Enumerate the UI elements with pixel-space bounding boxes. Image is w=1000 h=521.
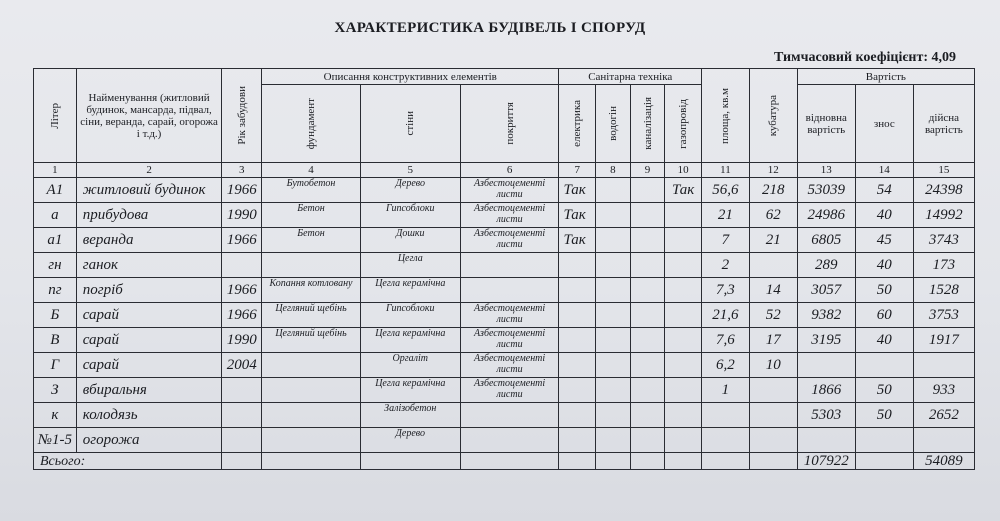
row-restore-cost: 5303 xyxy=(797,403,855,428)
row-year: 1990 xyxy=(222,328,262,353)
row-water xyxy=(596,378,631,403)
row-electric: Так xyxy=(559,178,596,203)
row-name: сарай xyxy=(76,328,222,353)
row-restore-cost xyxy=(797,428,855,453)
table-row xyxy=(34,303,975,328)
row-walls: Цегла керамічна xyxy=(360,328,460,353)
row-roof: Азбестоцементі листи xyxy=(460,353,559,378)
header-name: Найменування (житловий будинок, мансарда, підвал, сіни, веранда, сарай, огорожа і т.д.) xyxy=(76,69,222,163)
row-gas xyxy=(665,403,702,428)
row-gas xyxy=(665,203,702,228)
row-sewer xyxy=(630,353,665,378)
row-roof xyxy=(460,278,559,303)
header-constructive-elements: Описання конструктивних елементів xyxy=(262,69,559,85)
row-liter: пг xyxy=(34,278,77,303)
row-electric xyxy=(559,403,596,428)
row-actual-cost xyxy=(913,428,974,453)
row-year xyxy=(222,403,262,428)
row-electric xyxy=(559,278,596,303)
col-number: 13 xyxy=(797,163,855,178)
row-actual-cost: 1528 xyxy=(913,278,974,303)
row-restore-cost: 3195 xyxy=(797,328,855,353)
row-water xyxy=(596,353,631,378)
col-number: 8 xyxy=(596,163,631,178)
row-electric xyxy=(559,353,596,378)
row-walls: Цегла керамічна xyxy=(360,278,460,303)
row-name: ганок xyxy=(76,253,222,278)
row-actual-cost xyxy=(913,353,974,378)
row-restore-cost: 53039 xyxy=(797,178,855,203)
row-roof xyxy=(460,428,559,453)
row-roof: Азбестоцементі листи xyxy=(460,303,559,328)
row-actual-cost: 173 xyxy=(913,253,974,278)
col-number: 6 xyxy=(460,163,559,178)
row-liter: В xyxy=(34,328,77,353)
total-actual-cost: 54089 xyxy=(913,453,974,470)
row-wear: 40 xyxy=(855,328,913,353)
row-liter: к xyxy=(34,403,77,428)
col-number: 4 xyxy=(262,163,361,178)
row-volume: 218 xyxy=(749,178,797,203)
col-number: 7 xyxy=(559,163,596,178)
row-wear xyxy=(855,428,913,453)
row-liter: Г xyxy=(34,353,77,378)
header-walls: стіни xyxy=(360,85,460,163)
row-roof xyxy=(460,403,559,428)
row-sewer xyxy=(630,228,665,253)
col-number: 10 xyxy=(665,163,702,178)
row-foundation: Копання котловану xyxy=(262,278,361,303)
row-area: 21,6 xyxy=(702,303,750,328)
col-number: 11 xyxy=(702,163,750,178)
row-year: 2004 xyxy=(222,353,262,378)
row-liter: а xyxy=(34,203,77,228)
row-restore-cost: 9382 xyxy=(797,303,855,328)
header-restore-cost: відновна вартість xyxy=(797,85,855,163)
row-electric xyxy=(559,328,596,353)
header-electric: електрика xyxy=(559,85,596,163)
row-area xyxy=(702,428,750,453)
row-area: 6,2 xyxy=(702,353,750,378)
row-volume: 10 xyxy=(749,353,797,378)
header-gas: газопровід xyxy=(665,85,702,163)
header-wear: знос xyxy=(855,85,913,163)
row-restore-cost: 3057 xyxy=(797,278,855,303)
row-water xyxy=(596,403,631,428)
row-year: 1966 xyxy=(222,228,262,253)
row-electric: Так xyxy=(559,203,596,228)
row-year: 1966 xyxy=(222,178,262,203)
header-liter: Літер xyxy=(34,69,77,163)
row-restore-cost: 6805 xyxy=(797,228,855,253)
header-actual-cost: дійсна вартість xyxy=(913,85,974,163)
row-water xyxy=(596,228,631,253)
row-foundation: Бетон xyxy=(262,228,361,253)
header-year: Рік забудови xyxy=(222,69,262,163)
row-walls: Цегла керамічна xyxy=(360,378,460,403)
row-gas xyxy=(665,328,702,353)
row-actual-cost: 3753 xyxy=(913,303,974,328)
col-number: 1 xyxy=(34,163,77,178)
row-actual-cost: 1917 xyxy=(913,328,974,353)
col-number: 5 xyxy=(360,163,460,178)
row-water xyxy=(596,253,631,278)
row-sewer xyxy=(630,203,665,228)
row-area: 21 xyxy=(702,203,750,228)
row-gas xyxy=(665,228,702,253)
row-year: 1966 xyxy=(222,303,262,328)
row-year: 1966 xyxy=(222,278,262,303)
row-electric xyxy=(559,428,596,453)
row-liter: Б xyxy=(34,303,77,328)
buildings-table xyxy=(33,68,975,470)
row-foundation: Бетон xyxy=(262,203,361,228)
column-numbers-row xyxy=(34,163,975,178)
header-sanitary: Санітарна техніка xyxy=(559,69,702,85)
temporary-coefficient: Тимчасовий коефіцієнт: 4,09 xyxy=(774,50,956,65)
row-area xyxy=(702,403,750,428)
row-roof: Азбестоцементі листи xyxy=(460,328,559,353)
row-volume: 62 xyxy=(749,203,797,228)
table-row xyxy=(34,278,975,303)
row-electric xyxy=(559,378,596,403)
row-walls: Дерево xyxy=(360,428,460,453)
row-actual-cost: 2652 xyxy=(913,403,974,428)
row-gas: Так xyxy=(665,178,702,203)
row-gas xyxy=(665,378,702,403)
row-year xyxy=(222,428,262,453)
row-roof: Азбестоцементі листи xyxy=(460,228,559,253)
row-area: 56,6 xyxy=(702,178,750,203)
row-wear: 54 xyxy=(855,178,913,203)
row-foundation: Бутобетон xyxy=(262,178,361,203)
row-actual-cost: 14992 xyxy=(913,203,974,228)
row-gas xyxy=(665,428,702,453)
row-liter: А1 xyxy=(34,178,77,203)
table-row xyxy=(34,428,975,453)
row-volume xyxy=(749,403,797,428)
header-area: площа, кв.м xyxy=(702,69,750,163)
row-sewer xyxy=(630,403,665,428)
row-roof: Азбестоцементі листи xyxy=(460,203,559,228)
header-foundation: фундамент xyxy=(262,85,361,163)
row-sewer xyxy=(630,178,665,203)
row-year xyxy=(222,253,262,278)
header-sewer: каналізація xyxy=(630,85,665,163)
row-area: 1 xyxy=(702,378,750,403)
row-year: 1990 xyxy=(222,203,262,228)
row-actual-cost: 3743 xyxy=(913,228,974,253)
row-area: 2 xyxy=(702,253,750,278)
row-wear: 40 xyxy=(855,253,913,278)
header-volume: кубатура xyxy=(749,69,797,163)
row-electric xyxy=(559,303,596,328)
row-name: житловий будинок xyxy=(76,178,222,203)
row-sewer xyxy=(630,378,665,403)
row-walls: Цегла xyxy=(360,253,460,278)
total-restore-cost: 107922 xyxy=(797,453,855,470)
row-wear xyxy=(855,353,913,378)
row-walls: Гипсоблоки xyxy=(360,303,460,328)
page-title: ХАРАКТЕРИСТИКА БУДІВЕЛЬ І СПОРУД xyxy=(334,20,646,36)
row-walls: Гипсоблоки xyxy=(360,203,460,228)
row-walls: Оргаліт xyxy=(360,353,460,378)
row-sewer xyxy=(630,428,665,453)
row-name: прибудова xyxy=(76,203,222,228)
row-foundation: Цегляний щебінь xyxy=(262,303,361,328)
row-water xyxy=(596,328,631,353)
row-volume xyxy=(749,253,797,278)
row-volume xyxy=(749,428,797,453)
row-foundation: Цегляний щебінь xyxy=(262,328,361,353)
row-sewer xyxy=(630,303,665,328)
row-roof: Азбестоцементі листи xyxy=(460,178,559,203)
row-restore-cost: 1866 xyxy=(797,378,855,403)
row-actual-cost: 24398 xyxy=(913,178,974,203)
col-number: 14 xyxy=(855,163,913,178)
row-roof xyxy=(460,253,559,278)
row-restore-cost: 289 xyxy=(797,253,855,278)
header-water: водогін xyxy=(596,85,631,163)
row-sewer xyxy=(630,278,665,303)
col-number: 12 xyxy=(749,163,797,178)
row-foundation xyxy=(262,428,361,453)
table-row xyxy=(34,353,975,378)
col-number: 2 xyxy=(76,163,222,178)
row-volume: 52 xyxy=(749,303,797,328)
row-water xyxy=(596,303,631,328)
row-foundation xyxy=(262,353,361,378)
row-area: 7 xyxy=(702,228,750,253)
row-gas xyxy=(665,278,702,303)
total-row xyxy=(34,453,975,470)
row-roof: Азбестоцементі листи xyxy=(460,378,559,403)
row-restore-cost xyxy=(797,353,855,378)
row-foundation xyxy=(262,378,361,403)
row-year xyxy=(222,378,262,403)
row-sewer xyxy=(630,253,665,278)
row-name: колодязь xyxy=(76,403,222,428)
row-name: сарай xyxy=(76,303,222,328)
row-name: огорожа xyxy=(76,428,222,453)
table-row xyxy=(34,403,975,428)
row-liter: гн xyxy=(34,253,77,278)
row-electric: Так xyxy=(559,228,596,253)
table-row xyxy=(34,178,975,203)
row-area: 7,6 xyxy=(702,328,750,353)
row-area: 7,3 xyxy=(702,278,750,303)
row-liter: а1 xyxy=(34,228,77,253)
row-restore-cost: 24986 xyxy=(797,203,855,228)
row-wear: 50 xyxy=(855,278,913,303)
row-gas xyxy=(665,253,702,278)
row-gas xyxy=(665,353,702,378)
row-electric xyxy=(559,253,596,278)
table-row xyxy=(34,203,975,228)
table-row xyxy=(34,253,975,278)
row-foundation xyxy=(262,403,361,428)
row-volume: 14 xyxy=(749,278,797,303)
table-row xyxy=(34,328,975,353)
row-volume: 21 xyxy=(749,228,797,253)
row-wear: 50 xyxy=(855,403,913,428)
col-number: 3 xyxy=(222,163,262,178)
row-water xyxy=(596,178,631,203)
row-wear: 40 xyxy=(855,203,913,228)
row-water xyxy=(596,278,631,303)
header-roof: покриття xyxy=(460,85,559,163)
row-sewer xyxy=(630,328,665,353)
row-name: веранда xyxy=(76,228,222,253)
row-water xyxy=(596,203,631,228)
row-liter: З xyxy=(34,378,77,403)
row-actual-cost: 933 xyxy=(913,378,974,403)
header-cost: Вартість xyxy=(797,69,974,85)
row-wear: 45 xyxy=(855,228,913,253)
row-water xyxy=(596,428,631,453)
row-foundation xyxy=(262,253,361,278)
header-row-1 xyxy=(34,69,975,85)
row-walls: Залізобетон xyxy=(360,403,460,428)
col-number: 15 xyxy=(913,163,974,178)
row-walls: Дошки xyxy=(360,228,460,253)
table-row xyxy=(34,228,975,253)
col-number: 9 xyxy=(630,163,665,178)
row-wear: 50 xyxy=(855,378,913,403)
row-name: сарай xyxy=(76,353,222,378)
row-walls: Дерево xyxy=(360,178,460,203)
row-volume: 17 xyxy=(749,328,797,353)
row-liter: №1-5 xyxy=(34,428,77,453)
row-volume xyxy=(749,378,797,403)
row-name: погріб xyxy=(76,278,222,303)
total-label: Всього: xyxy=(34,453,222,470)
row-name: вбиральня xyxy=(76,378,222,403)
table-row xyxy=(34,378,975,403)
row-wear: 60 xyxy=(855,303,913,328)
row-gas xyxy=(665,303,702,328)
